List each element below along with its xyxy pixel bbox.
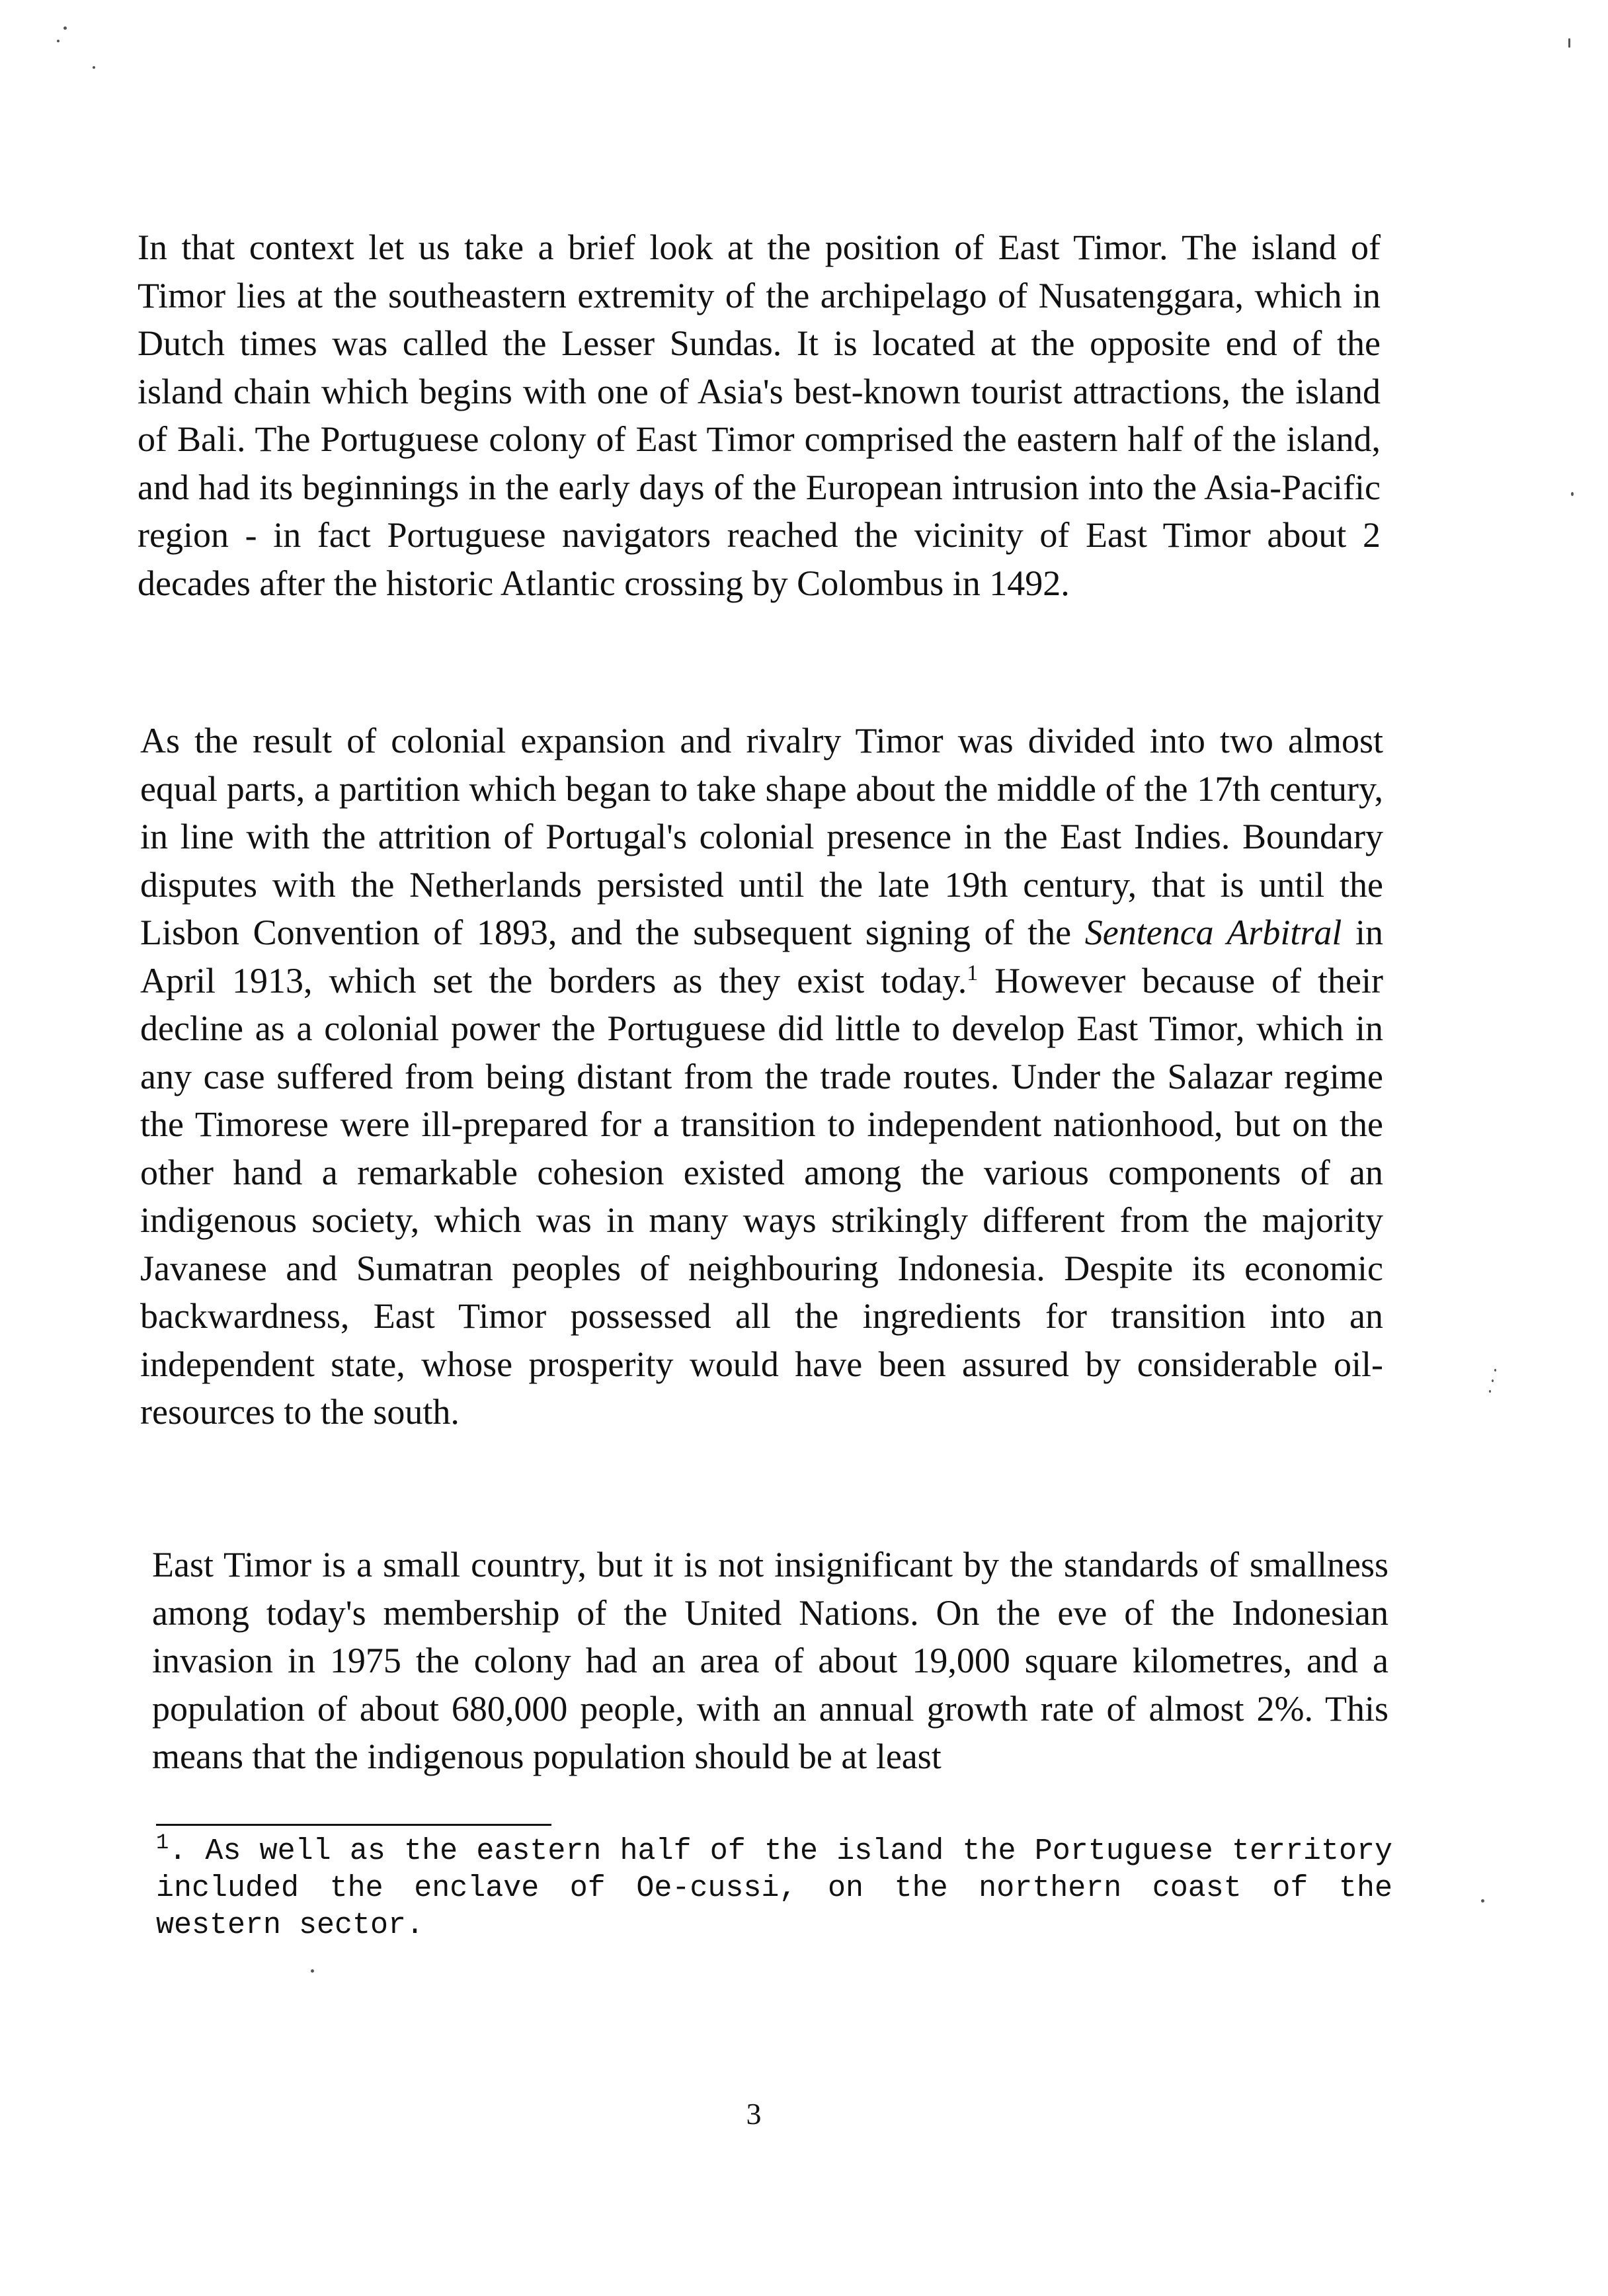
paragraph-2-text-middle: in April 1913, which set the borders as they exist today.: [140, 913, 1383, 1001]
footnote-text: . As well as the eastern half of the island the Portuguese territory included the enclave of Oe-cussi, on the northern coast of the western sector.: [156, 1834, 1392, 1942]
scan-speck: [57, 40, 60, 42]
scan-speck: [1568, 38, 1570, 48]
scan-speck: [1492, 1379, 1494, 1382]
body-paragraph-2: [140, 717, 1383, 1436]
scan-speck: [1481, 1899, 1484, 1903]
footnote: [156, 1830, 1392, 1944]
italic-title: Sentenca Arbitral: [1084, 913, 1342, 952]
footnote-reference[interactable]: 1: [967, 960, 979, 985]
paragraph-2-text-start: As the result of colonial expansion and rivalry Timor was divided into two almost equal parts, a partition which began to take shape about the middle of the 17th century, in line with the attrition of Portugal's colonial presence in the East Indies. Boundary disputes with the Netherlands persisted until the late 19th century, that is until the Lisbon Convention of 1893, and the subsequent signing of the: [140, 721, 1383, 952]
scan-speck: [1571, 492, 1574, 496]
paragraph-2-text-end: However because of their decline as a colonial power the Portuguese did little to develop East Timor, which in any case suffered from being distant from the trade routes. Under the Salazar regime the Timorese were ill-prepared for a transition to independent nationhood, but on the other hand a remarkable cohesion existed among the various components of an indigenous society, which was in many ways strikingly different from the majority Javanese and Sumatran peoples of neighbouring Indonesia. Despite its economic backwardness, East Timor possessed all the ingredients for transition into an independent state, whose prosperity would have been assured by considerable oil-resources to the south.: [140, 960, 1383, 1432]
page-number: 3: [746, 2097, 762, 2131]
footnote-marker: 1: [156, 1830, 169, 1855]
scan-speck: [1489, 1390, 1491, 1393]
footnote-divider: [156, 1824, 551, 1826]
scan-speck: [93, 66, 95, 69]
scan-speck: [63, 26, 67, 30]
scan-speck: [311, 1969, 314, 1973]
scan-speck: [1494, 1369, 1496, 1372]
body-paragraph-3: East Timor is a small country, but it is not insignificant by the standards of smallness among today's membership of the United Nations. On the eve of the Indonesian invasion in 1975 the colony had an area of about 19,000 square kilometres, and a population of about 680,000 people, with an annual growth rate of almost 2%. This means that the indigenous population should be at least: [152, 1545, 1388, 1776]
body-paragraph-1: In that context let us take a brief look at the position of East Timor. The island of Timor lies at the southeastern extremity of the archipelago of Nusatenggara, which in Dutch times was called the Lesser Sundas. It is located at the opposite end of the island chain which begins with one of Asia's best-known tourist attractions, the island of Bali. The Portuguese colony of East Timor comprised the eastern half of the island, and had its beginnings in the early days of the European intrusion into the Asia-Pacific region - in fact Portuguese navigators reached the vicinity of East Timor about 2 decades after the historic Atlantic crossing by Colombus in 1492.: [138, 227, 1381, 603]
